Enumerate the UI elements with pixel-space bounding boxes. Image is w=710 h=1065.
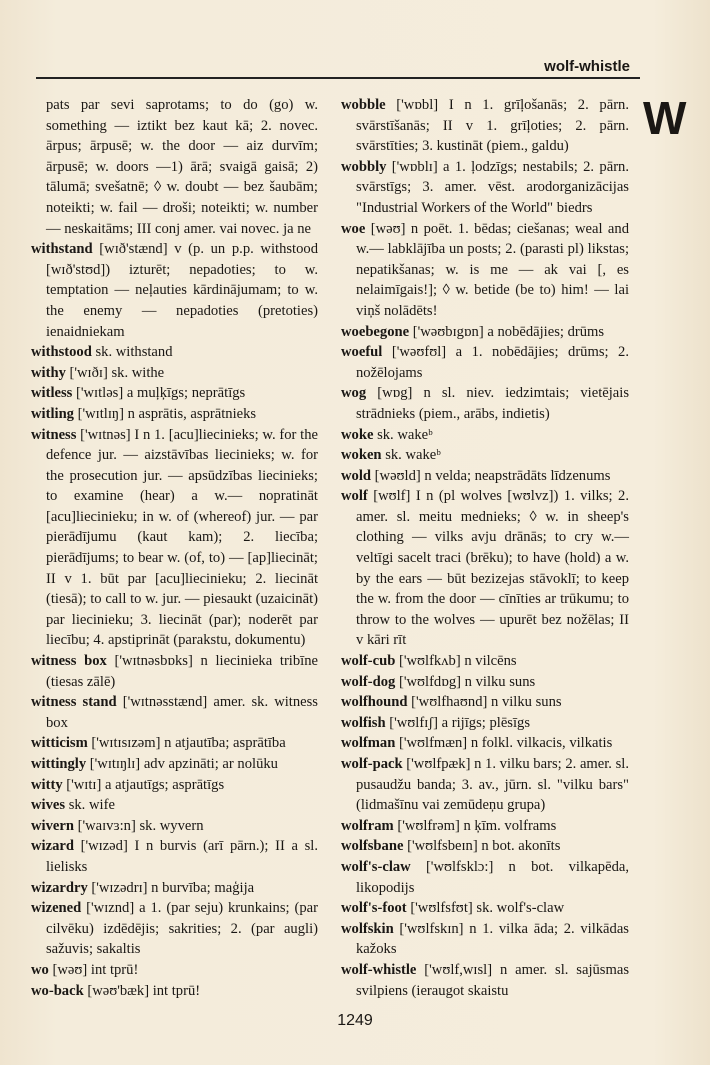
dictionary-entry <box>341 219 629 322</box>
headword: withstood <box>31 344 92 361</box>
entry-text: ['wɒblɪ] a 1. ļodzīgs; nestabils; 2. pārn. svārstīgs; 3. amer. vēst. arodorganizācijas "Industrial Workers of the World" biedrs <box>356 158 629 216</box>
dictionary-entry <box>31 898 318 960</box>
dictionary-entry <box>31 960 318 981</box>
dictionary-entry <box>341 445 629 466</box>
headword: wolfskin <box>341 920 394 937</box>
headword: wolf's-claw <box>341 858 411 875</box>
dictionary-entry <box>341 692 629 713</box>
entry-text: ['wʊlfhaʊnd] n vilku suns <box>407 694 562 711</box>
entry-text: ['wʊlf,wɪsl] n amer. sl. sajūsmas svilpiens (ieraugot skaistu <box>356 961 629 999</box>
entry-text: pats par sevi saprotams; to do (go) w. something — iztikt bez kaut kā; 2. novec. ārpus; ārpusē; w. the door — aiz durvīm; ārpusē; w. doors —1) ārā; svaigā gaisā; 2) tālumā; svešatnē; ◊ w. doubt — bez šaubām; noteikti; w. fail — droši; noteikti; w. number — neskaitāms; III conj amer. vai novec. ja ne <box>46 97 318 237</box>
headword: wo-back <box>31 982 84 999</box>
headword: woebegone <box>341 323 410 340</box>
entry-text: ['wɪzədrɪ] n burvība; maģija <box>87 879 255 896</box>
dictionary-entry <box>31 981 318 1002</box>
dictionary-entry <box>31 95 318 239</box>
headword: wizard <box>31 838 74 855</box>
headword: wolf-pack <box>341 756 403 772</box>
headword: wolfsbane <box>341 838 404 855</box>
entry-text: ['wɪðɪ] sk. withe <box>65 364 165 381</box>
entry-text: ['wʊlfsklɔ:] n bot. vilkapēda, likopodijs <box>356 858 629 896</box>
headword: wolf-cub <box>341 653 396 670</box>
section-letter-tab: W <box>643 92 687 144</box>
dictionary-entry <box>31 878 318 899</box>
entry-text: ['wʊlfɪʃ] a rijīgs; plēsīgs <box>385 714 531 731</box>
entry-text: [wʊlf] I n (pl wolves [wʊlvz]) 1. vilks; 2. amer. sl. meitu mednieks; ◊ w. in sheep's clothing — vilks avju drānās; to cry w.— veltīgi sacelt traci (brēku); to have (hold) a w. by the ears — būt bezizejas stāvoklī; to keep the w. from the door — cīnīties ar trūkumu; to throw to the wolves — upurēt bez nožēlas; II v kāri rīt <box>356 488 629 649</box>
headword: wolfram <box>341 817 394 834</box>
entry-text: ['wɪtɪŋlɪ] adv apzināti; ar nolūku <box>86 756 278 772</box>
headword: withy <box>31 364 66 381</box>
entry-text: ['wɪtɪ] a atjautīgs; asprātīgs <box>62 776 225 793</box>
dictionary-entry <box>31 404 318 425</box>
headword: wog <box>341 385 367 402</box>
dictionary-entry <box>341 713 629 734</box>
dictionary-entry <box>31 425 318 652</box>
entry-text: ['wʊlfmæn] n folkl. vilkacis, vilkatis <box>395 735 613 752</box>
headword: wivern <box>31 817 74 834</box>
dictionary-entry <box>341 425 629 446</box>
headword: woeful <box>341 344 383 361</box>
headword: woe <box>341 220 366 237</box>
dictionary-entry <box>341 754 629 816</box>
entry-text: ['wɪtnəsbɒks] n liecinieka tribīne (tiesas zālē) <box>46 653 318 690</box>
page-header <box>36 58 640 78</box>
headword: witness box <box>31 653 107 670</box>
entry-text: ['wʊlfsfʊt] sk. wolf's-claw <box>406 900 565 917</box>
headword: wobble <box>341 97 386 113</box>
entry-text: ['wʊlfrəm] n ķīm. volframs <box>393 817 557 834</box>
headword: wives <box>31 797 66 814</box>
dictionary-entry <box>341 342 629 383</box>
headword: wolf's-foot <box>341 900 407 917</box>
entry-text: ['wʊlfpæk] n 1. vilku bars; 2. amer. sl. pusaudžu banda; 3. av., jūrn. sl. "vilku bars" (lidmašīnu vai zemūdeņu grupa) <box>356 756 629 814</box>
dictionary-entry <box>31 239 318 342</box>
headword: witling <box>31 405 74 422</box>
headword: wolfish <box>341 714 386 731</box>
entry-text: ['wɪznd] a 1. (par seju) krunkains; (par cilvēku) izdēdējis; sakrities; 2. (par augli) sažuvis; sakaltis <box>46 900 318 958</box>
left-column <box>31 95 318 1001</box>
headword: withstand <box>31 241 93 258</box>
entry-text: ['wɪtləs] a muļķīgs; neprātīgs <box>72 385 246 402</box>
dictionary-entry <box>341 960 629 1001</box>
entry-text: [wəʊ] n poēt. 1. bēdas; ciešanas; weal and w.— labklājība un posts; 2. (parasti pl) likstas; nepatikšanas; w. is me — ak vai [, es nelaimīgais!]; ◊ w. betide (be to) him! — lai viņš nolādēts! <box>356 220 629 319</box>
headword: witticism <box>31 735 88 752</box>
dictionary-entry <box>341 651 629 672</box>
headword: witness stand <box>31 694 117 711</box>
header-rule <box>36 77 640 79</box>
entry-text: [wɒg] n sl. niev. iedzimtais; vietējais strādnieks (piem., arābs, indietis) <box>356 385 629 422</box>
dictionary-entry <box>31 342 318 363</box>
headword: wolf <box>341 488 368 505</box>
dictionary-entry <box>31 651 318 692</box>
dictionary-entry <box>31 816 318 837</box>
dictionary-entry <box>341 898 629 919</box>
entry-text: [wəʊ'bæk] int tprū! <box>83 982 201 999</box>
headword: wold <box>341 467 372 484</box>
headword: woke <box>341 426 374 443</box>
headword: woken <box>341 447 382 464</box>
dictionary-entry <box>341 157 629 219</box>
entry-text: sk. withstand <box>91 344 173 361</box>
entry-text: ['wəʊfʊl] a 1. nobēdājies; drūms; 2. nožēlojams <box>356 344 629 381</box>
headword: wittingly <box>31 756 87 772</box>
dictionary-entry <box>341 919 629 960</box>
entry-text: ['wɪtɪsɪzəm] n atjautība; asprātība <box>87 735 286 752</box>
dictionary-entry <box>341 95 629 157</box>
entry-text: ['wʊlfdɒg] n vilku suns <box>395 673 536 690</box>
headword: witty <box>31 776 63 793</box>
headword: wolfman <box>341 735 396 752</box>
dictionary-entry <box>31 733 318 754</box>
entry-text: sk. wakeᵇ <box>381 447 441 464</box>
dictionary-entry <box>31 692 318 733</box>
headword: wolf-whistle <box>341 961 417 978</box>
headword: wobbly <box>341 158 387 175</box>
entry-text: [wəʊ] int tprū! <box>48 961 139 978</box>
dictionary-entry <box>31 754 318 775</box>
headword: wolf-dog <box>341 673 396 690</box>
headword: wizardry <box>31 879 88 896</box>
entry-text: sk. wife <box>65 797 115 814</box>
dictionary-entry <box>31 383 318 404</box>
dictionary-entry <box>341 383 629 424</box>
entry-text: ['wɪtnəsstænd] amer. sk. witness box <box>46 694 318 731</box>
dictionary-entry <box>341 672 629 693</box>
entry-text: [wɪð'stænd] v (p. un p.p. withstood [wɪð'stʊd]) izturēt; nepadoties; to w. temptation — neļauties kārdinājumam; to w. the enemy — nepadoties (pretoties) ienaidniekam <box>46 241 318 340</box>
right-column <box>341 95 629 1001</box>
headword: wo <box>31 961 49 978</box>
entry-text: ['wʊlfsbeɪn] n bot. akonīts <box>403 838 561 855</box>
headword: wizened <box>31 900 82 917</box>
dictionary-entry <box>31 775 318 796</box>
dictionary-entry <box>341 322 629 343</box>
entry-text: ['wəʊbɪgɒn] a nobēdājies; drūms <box>409 323 605 340</box>
entry-text: ['wɪtnəs] I n 1. [acu]liecinieks; w. for the defence jur. — aizstāvības liecinieks; w. for the prosecution jur. — apsūdzības liecinieks; to examine (hear) a w.— nopratināt [acu]liecinieku; in w. of (whereof) jur. — par pierādījumu (kaut kam); 2. liecība; pierādījums; to bear w. (of, to) — [ap]liecināt; II v 1. būt par [acu]liecinieku; 2. liecināt (tiesā); to call to w. jur. — piesaukt (uzaicināt) par liecinieku; 3. liecināt (par); noderēt par liecību; 4. apstiprināt (parakstu, dokumentu) <box>46 426 318 649</box>
entry-text: ['wʊlfskɪn] n 1. vilka āda; 2. vilkādas kažoks <box>356 920 629 958</box>
dictionary-entry <box>341 733 629 754</box>
dictionary-entry <box>31 795 318 816</box>
dictionary-entry <box>341 836 629 857</box>
entry-text: sk. wakeᵇ <box>373 426 433 443</box>
headword: wolfhound <box>341 694 408 711</box>
dictionary-entry <box>341 486 629 651</box>
entry-text: [wəʊld] n velda; neapstrādāts līdzenums <box>371 467 611 484</box>
entry-text: ['wɪtlɪŋ] n asprātis, asprātnieks <box>73 405 257 422</box>
dictionary-entry <box>341 857 629 898</box>
entry-text: ['wʊlfkʌb] n vilcēns <box>395 653 517 670</box>
entry-text: ['waɪvɜ:n] sk. wyvern <box>73 817 204 834</box>
page-number: 1249 <box>337 1012 373 1029</box>
dictionary-entry <box>31 836 318 877</box>
headword: witness <box>31 426 77 443</box>
dictionary-entry <box>31 363 318 384</box>
headword: witless <box>31 385 73 402</box>
dictionary-entry <box>341 466 629 487</box>
entry-text: ['wɪzəd] I n burvis (arī pārn.); II a sl. lielisks <box>46 838 318 875</box>
running-head: wolf-whistle <box>544 58 630 75</box>
dictionary-entry <box>341 816 629 837</box>
entry-text: ['wɒbl] I n 1. grīļošanās; 2. pārn. svārstīšanās; II v 1. grīļoties; 2. pārn. svārstīties; 3. kustināt (piem., galdu) <box>356 97 629 155</box>
